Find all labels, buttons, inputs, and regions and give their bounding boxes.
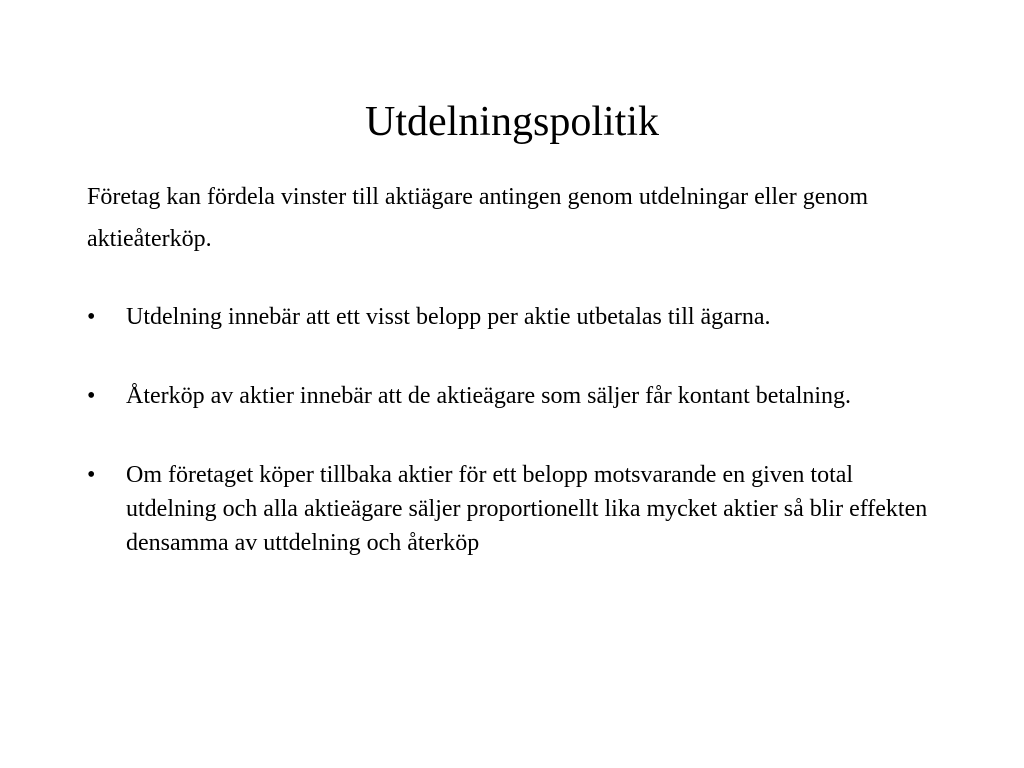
- bullet-item: [87, 300, 947, 334]
- bullet-list: [87, 300, 947, 605]
- bullet-text: Utdelning innebär att ett visst belopp per aktie utbetalas till ägarna.: [126, 304, 771, 330]
- bullet-item: [87, 379, 947, 413]
- bullet-dot-icon: •: [87, 304, 96, 330]
- bullet-text: Om företaget köper tillbaka aktier för ett belopp motsvarande en given total utdelning och alla aktieägare säljer proportionellt lika mycket aktier så blir effekten densamma av uttdelning och återköp: [126, 462, 928, 556]
- bullet-text: Återköp av aktier innebär att de aktieägare som säljer får kontant betalning.: [126, 383, 852, 409]
- bullet-dot-icon: •: [87, 462, 96, 488]
- bullet-item: [87, 458, 947, 560]
- slide-title: Utdelningspolitik: [365, 99, 659, 145]
- bullet-dot-icon: •: [87, 383, 96, 409]
- intro-paragraph: Företag kan fördela vinster till aktiägare antingen genom utdelningar eller genom aktieåterköp.: [87, 184, 869, 252]
